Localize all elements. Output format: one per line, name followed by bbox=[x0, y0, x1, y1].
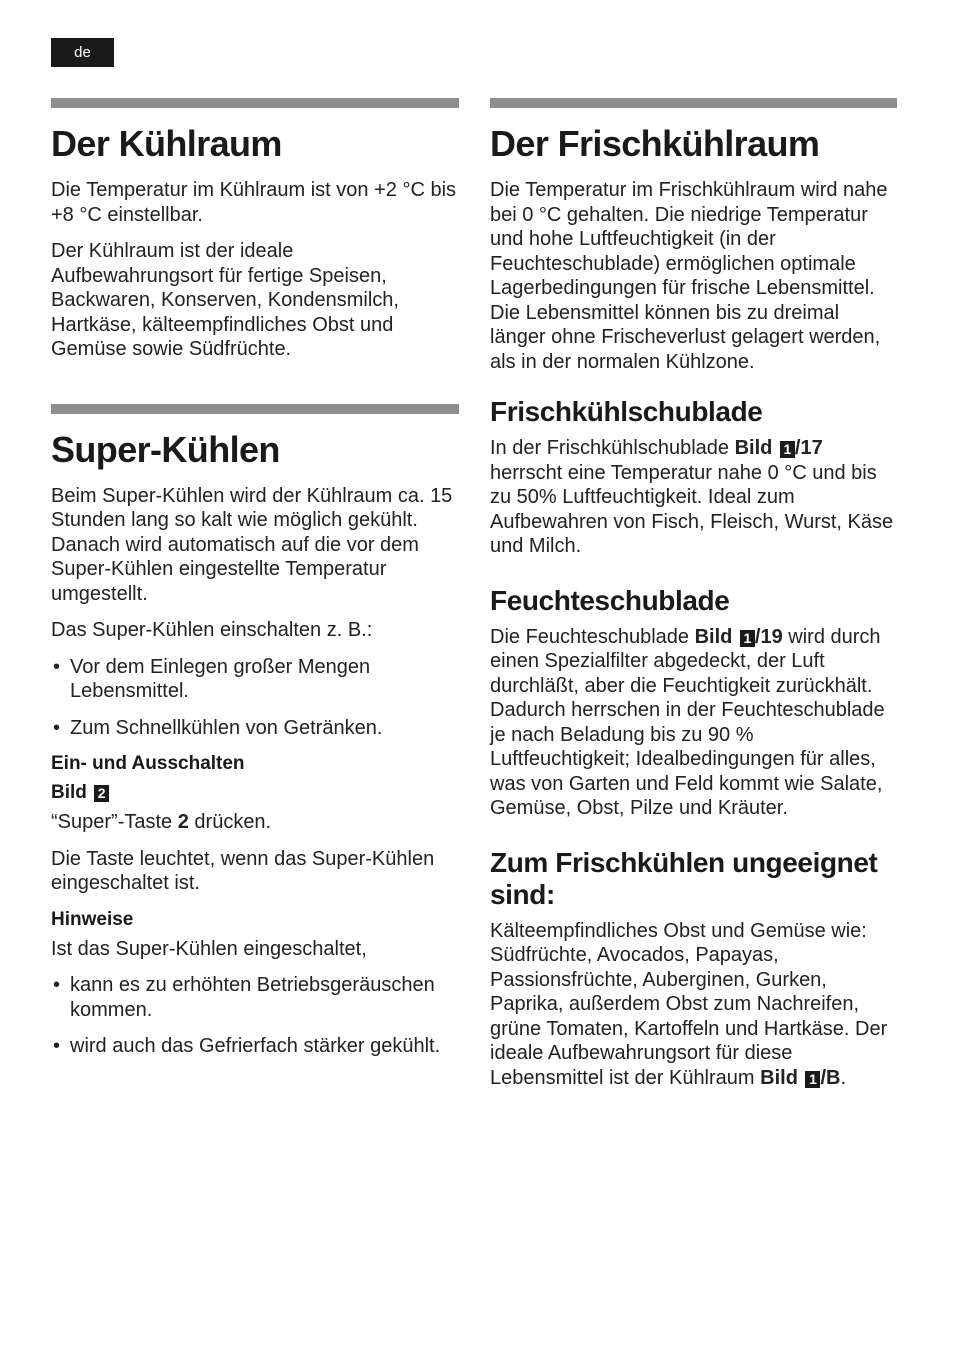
bild-label: Bild bbox=[760, 1066, 798, 1089]
text-span: Die Feuchteschublade bbox=[490, 625, 690, 648]
text-span: In der Frischkühlschublade bbox=[490, 437, 730, 459]
paragraph bbox=[490, 625, 897, 821]
text-span: herrscht eine Temperatur nahe 0 °C und bis zu 50% Luftfeuchtigkeit. Ideal zum Aufbewahren von Fisch, Fleisch, Wurst, Käse und Milch. bbox=[490, 461, 894, 557]
heading-frischkuehlschublade: Frischkühlschublade bbox=[490, 396, 763, 427]
section-title-super-kuehlen: Super-Kühlen bbox=[51, 428, 280, 470]
section-rule bbox=[51, 98, 459, 108]
text-span: wird durch einen Spezialfilter abgedeckt, der Luft durchläßt, aber die Feuchtigkeit zurückhält. Dadurch herrschen in der Feuchteschublade je nach Beladung bis zu 90 % Luftfeuchtigkeit; Idealbedingungen für alles, was von Garten und Feld kommt wie Salate, Gemüse, Obst, Pilze und Kräuter. bbox=[490, 625, 885, 819]
subheading-hinweise: Hinweise bbox=[51, 908, 134, 930]
figure-ref: /19 bbox=[754, 625, 783, 648]
paragraph: Ist das Super-Kühlen eingeschaltet, bbox=[51, 937, 367, 960]
section-title-kuehlraum: Der Kühlraum bbox=[51, 123, 282, 164]
bild-label: Bild bbox=[694, 625, 733, 648]
list-item: • Zum Schnellkühlen von Getränken. bbox=[51, 716, 459, 741]
bullet-list bbox=[51, 655, 459, 741]
text-span: “Super”-Taste bbox=[51, 811, 173, 833]
bild-label: Bild bbox=[51, 782, 87, 803]
paragraph: Die Lebensmittel können bis zu dreimal länger ohne Frischeverlust gelagert werden, als in der normalen Kühlzone. bbox=[490, 301, 881, 373]
text-span: . bbox=[840, 1066, 847, 1089]
figure-ref: /17 bbox=[794, 437, 823, 459]
heading-feuchteschublade: Feuchteschublade bbox=[490, 584, 730, 616]
text-span: drücken. bbox=[194, 811, 272, 833]
text-span: Kälteempfindliches Obst und Gemüse wie: Südfrüchte, Avocados, Papayas, Passionsfrüchte, Auberginen, Gurken, Paprika, außerdem Obst zum Nachreifen, grüne Tomaten, Kartoffeln und Hartkäse. Der ideale Aufbewahrungsort für diese Lebensmittel ist der Kühlraum bbox=[490, 919, 888, 1089]
figure-number-badge: 2 bbox=[94, 785, 109, 802]
figure-number-badge: 1 bbox=[740, 630, 755, 647]
right-column bbox=[490, 98, 897, 1102]
bild-label: Bild bbox=[734, 437, 773, 459]
section-rule bbox=[490, 98, 897, 108]
paragraph bbox=[490, 919, 897, 1091]
language-tag: de bbox=[51, 38, 114, 67]
paragraph bbox=[490, 436, 897, 559]
paragraph bbox=[51, 810, 459, 835]
heading-ungeeignet: Zum Frischkühlen ungeeignet sind: bbox=[490, 846, 878, 910]
paragraph: Der Kühlraum ist der ideale Aufbewahrungsort für fertige Speisen, Backwaren, Konserven, Kondensmilch, Hartkäse, kälteempfindliches Obst und Gemüse sowie Südfrüchte. bbox=[51, 240, 399, 360]
section-rule bbox=[51, 404, 459, 414]
paragraph: Die Taste leuchtet, wenn das Super-Kühlen eingeschaltet ist. bbox=[51, 847, 435, 894]
section-title-frischkuehlraum: Der Frischkühlraum bbox=[490, 123, 820, 164]
figure-number-badge: 1 bbox=[780, 441, 795, 458]
figure-number-badge: 1 bbox=[805, 1071, 820, 1088]
figure-ref: /B bbox=[820, 1066, 841, 1089]
figure-reference bbox=[51, 781, 459, 805]
paragraph: Beim Super-Kühlen wird der Kühlraum ca. 15 Stunden lang so kalt wie möglich gekühlt. Danach wird automatisch auf die vor dem Super-Kühlen eingestellte Temperatur umgestellt. bbox=[51, 484, 453, 605]
paragraph: Die Temperatur im Frischkühlraum wird nahe bei 0 °C gehalten. Die niedrige Temperatur und hohe Luftfeuchtigkeit (in der Feuchteschublade) ermöglichen optimale Lagerbedingungen für frische Lebensmittel. bbox=[490, 179, 888, 299]
list-item: • wird auch das Gefrierfach stärker gekühlt. bbox=[51, 1034, 459, 1059]
list-item: • Vor dem Einlegen großer Mengen Lebensmittel. bbox=[51, 655, 459, 704]
bullet-list bbox=[51, 973, 459, 1059]
subheading-on-off: Ein- und Ausschalten bbox=[51, 753, 245, 774]
paragraph: Das Super-Kühlen einschalten z. B.: bbox=[51, 619, 373, 641]
paragraph: Die Temperatur im Kühlraum ist von +2 °C bis +8 °C einstellbar. bbox=[51, 179, 457, 226]
list-item: • kann es zu erhöhten Betriebsgeräuschen kommen. bbox=[51, 973, 459, 1022]
key-number: 2 bbox=[177, 811, 189, 833]
left-column bbox=[51, 98, 459, 1071]
